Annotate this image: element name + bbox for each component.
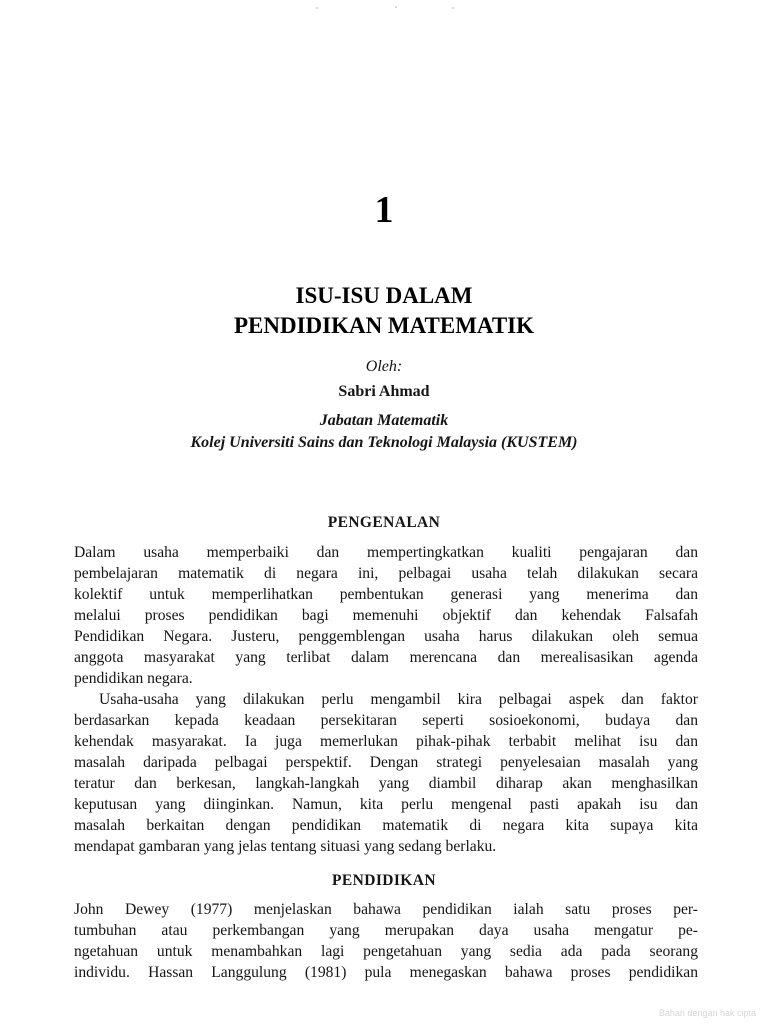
scan-speck xyxy=(316,7,318,9)
text-line: John Dewey (1977) menjelaskan bahawa pendidikan ialah satu proses per- xyxy=(74,901,698,918)
department: Jabatan Matematik xyxy=(319,412,449,429)
by-label: Oleh: xyxy=(365,358,403,375)
text-line: individu. Hassan Langgulung (1981) pula menegaskan bahawa proses pendidikan xyxy=(74,964,698,981)
section-heading-intro: PENGENALAN xyxy=(327,514,441,531)
text-line: kehendak masyarakat. Ia juga memerlukan pihak-pihak terbabit melihat isu dan xyxy=(74,733,698,750)
chapter-title-line: ISU-ISU DALAM xyxy=(295,283,473,308)
chapter-title xyxy=(0,281,768,341)
text-line: Usaha-usaha yang dilakukan perlu mengambil kira pelbagai aspek dan faktor xyxy=(99,691,698,708)
section-heading-education: PENDIDIKAN xyxy=(332,872,436,889)
intro-paragraph-1 xyxy=(74,542,698,689)
chapter-number: 1 xyxy=(374,189,394,231)
text-line: masalah daripada pelbagai perspektif. Dengan strategi penyelesaian masalah yang xyxy=(74,754,698,771)
text-line: teratur dan berkesan, langkah-langkah yang diambil diharap akan menghasilkan xyxy=(74,775,698,792)
text-line: pendidikan negara. xyxy=(74,670,193,687)
education-paragraph-1 xyxy=(74,899,698,983)
text-line: Pendidikan Negara. Justeru, penggemblengan usaha harus dilakukan oleh semua xyxy=(74,628,698,645)
text-line: ngetahuan untuk menambahkan lagi pengetahuan yang sedia ada pada seorang xyxy=(74,943,698,960)
text-line: melalui proses pendidikan bagi memenuhi objektif dan kehendak Falsafah xyxy=(74,607,698,624)
text-line: berdasarkan kepada keadaan persekitaran seperti sosioekonomi, budaya dan xyxy=(74,712,698,729)
institution: Kolej Universiti Sains dan Teknologi Malaysia (KUSTEM) xyxy=(190,434,578,451)
text-line: Dalam usaha memperbaiki dan mempertingkatkan kualiti pengajaran dan xyxy=(74,544,698,561)
copyright-watermark: Bahan dengan hak cipta xyxy=(658,1008,756,1018)
text-line: pembelajaran matematik di negara ini, pelbagai usaha telah dilakukan secara xyxy=(74,565,698,582)
affiliation xyxy=(0,410,768,454)
scan-speck xyxy=(395,6,397,8)
text-line: tumbuhan atau perkembangan yang merupakan daya usaha mengatur pe- xyxy=(74,922,698,939)
text-line: keputusan yang diinginkan. Namun, kita perlu mengenal pasti apakah isu dan xyxy=(74,796,698,813)
text-line: masalah berkaitan dengan pendidikan matematik di negara kita supaya kita xyxy=(74,817,698,834)
author-name: Sabri Ahmad xyxy=(338,383,430,400)
intro-paragraph-2 xyxy=(74,689,698,857)
text-line: kolektif untuk memperlihatkan pembentukan generasi yang menerima dan xyxy=(74,586,698,603)
scan-speck xyxy=(452,7,454,9)
text-line: anggota masyarakat yang terlibat dalam merencana dan merealisasikan agenda xyxy=(74,649,698,666)
chapter-title-line: PENDIDIKAN MATEMATIK xyxy=(233,313,535,338)
text-line: mendapat gambaran yang jelas tentang situasi yang sedang berlaku. xyxy=(74,838,497,855)
